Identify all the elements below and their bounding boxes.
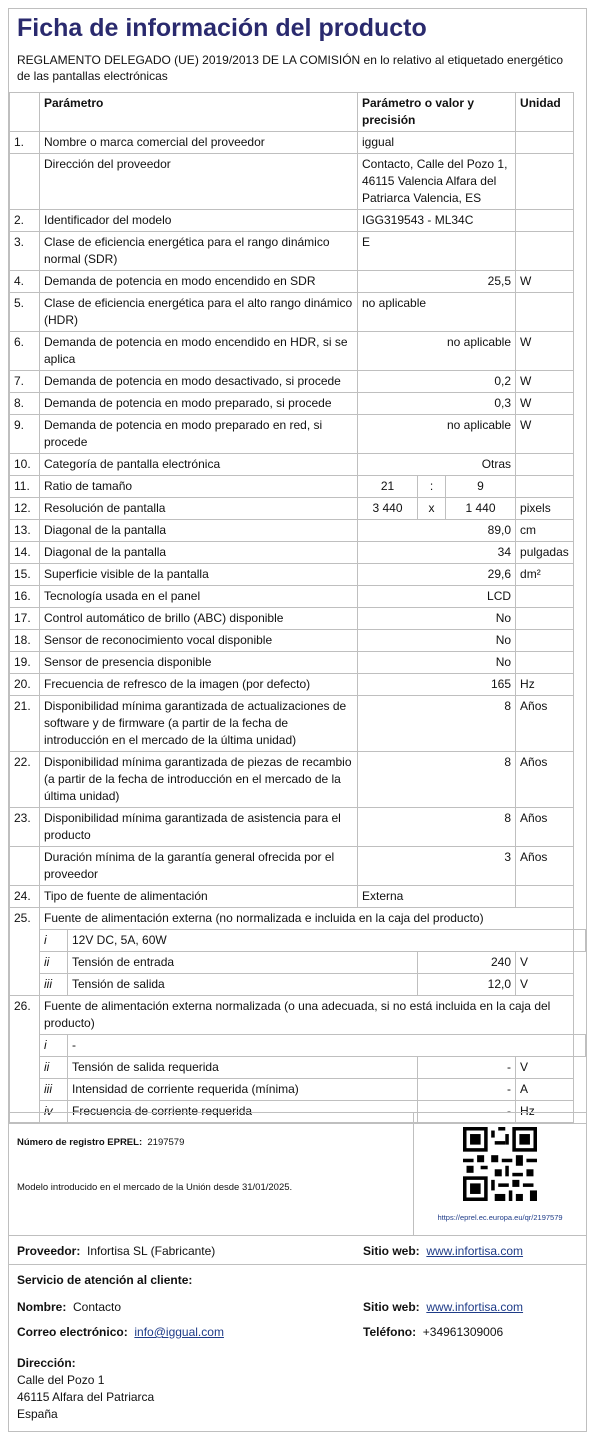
value-separator: x xyxy=(418,498,446,520)
row-value: No xyxy=(358,630,516,652)
row-number: 19. xyxy=(10,652,40,674)
table-row xyxy=(10,608,586,630)
row-unit xyxy=(516,232,574,271)
row-unit: pulgadas xyxy=(516,542,574,564)
sub-index: ii xyxy=(40,1057,68,1079)
row-unit xyxy=(516,154,574,210)
eprel-reg-label: Número de registro EPREL: xyxy=(17,1137,143,1148)
header-value: Parámetro o valor y precisión xyxy=(358,93,516,132)
row-value: Otras xyxy=(358,454,516,476)
row-parameter: Demanda de potencia en modo encendido en SDR xyxy=(40,271,358,293)
row-value: 0,2 xyxy=(358,371,516,393)
table-row xyxy=(10,415,586,454)
row-number: 22. xyxy=(10,752,40,808)
contact-box: Número de registro EPREL: 2197579 Modelo introducido en el mercado de la Unión desde 31/01/2025. https://eprel.ec.europa.eu/qr/2197579 Proveedor: Infortisa SL (Fabricante) Sitio web: www.infortisa.com Servicio de atención al cliente: Nombre: Contacto Sitio web: www.infortisa.com Correo electrónico: info@iggual.com Teléfono: +34961309006 Dirección: Calle del Pozo 1 46115 Alfara del Patriarca España xyxy=(8,1112,587,1432)
row-value: no aplicable xyxy=(358,293,516,332)
service-address: Dirección: Calle del Pozo 1 46115 Alfara del Patriarca España xyxy=(17,1356,155,1421)
row-parameter: Sensor de reconocimiento vocal disponible xyxy=(40,630,358,652)
row-parameter: Disponibilidad mínima garantizada de actualizaciones de software y de firmware (a partir de la fecha de introducción en el mercado de la última unidad) xyxy=(40,696,358,752)
service-name: Contacto xyxy=(73,1300,122,1314)
row-parameter: Ratio de tamaño xyxy=(40,476,358,498)
row-number: 17. xyxy=(10,608,40,630)
row-number: 16. xyxy=(10,586,40,608)
row-parameter: Diagonal de la pantalla xyxy=(40,542,358,564)
table-subrow xyxy=(10,1057,586,1079)
row-parameter: Duración mínima de la garantía general ofrecida por el proveedor xyxy=(40,847,358,886)
table-subrow xyxy=(10,952,586,974)
row-unit: W xyxy=(516,415,574,454)
table-row xyxy=(10,996,586,1035)
service-heading: Servicio de atención al cliente: xyxy=(17,1273,193,1287)
row-number: 3. xyxy=(10,232,40,271)
table-row xyxy=(10,371,586,393)
table-header xyxy=(10,93,586,132)
table-row xyxy=(10,847,586,886)
row-value: Externa xyxy=(358,886,516,908)
row-parameter: Demanda de potencia en modo preparado en red, si procede xyxy=(40,415,358,454)
row-unit: dm² xyxy=(516,564,574,586)
row-value: 8 xyxy=(358,696,516,752)
row-parameter: Clase de eficiencia energética para el alto rango dinámico (HDR) xyxy=(40,293,358,332)
service-phone: +34961309006 xyxy=(422,1325,504,1339)
row-unit xyxy=(516,652,574,674)
row-number: 14. xyxy=(10,542,40,564)
table-row xyxy=(10,232,586,271)
table-row xyxy=(10,696,586,752)
table-row xyxy=(10,454,586,476)
row-unit: W xyxy=(516,332,574,371)
row-value: 165 xyxy=(358,674,516,696)
sub-parameter: 12V DC, 5A, 60W xyxy=(68,930,574,952)
table-row xyxy=(10,393,586,415)
supplier-website-link[interactable]: www.infortisa.com xyxy=(426,1244,524,1258)
supplier-name: Infortisa SL (Fabricante) xyxy=(87,1244,216,1258)
row-unit xyxy=(516,210,574,232)
sub-index: i xyxy=(40,1035,68,1057)
row-parameter: Control automático de brillo (ABC) disponible xyxy=(40,608,358,630)
sub-value: - xyxy=(418,1079,516,1101)
row-parameter: Clase de eficiencia energética para el rango dinámico normal (SDR) xyxy=(40,232,358,271)
sub-parameter: Tensión de entrada xyxy=(68,952,418,974)
eprel-reg-value: 2197579 xyxy=(147,1137,185,1148)
row-value: 8 xyxy=(358,752,516,808)
row-value: No xyxy=(358,652,516,674)
sub-index: iii xyxy=(40,1079,68,1101)
sub-value: - xyxy=(418,1101,516,1123)
row-number: 6. xyxy=(10,332,40,371)
header-unit: Unidad xyxy=(516,93,574,132)
row-parameter: Disponibilidad mínima garantizada de piezas de recambio (a partir de la fecha de introducción en el mercado de la última unidad) xyxy=(40,752,358,808)
row-parameter: Demanda de potencia en modo desactivado, si procede xyxy=(40,371,358,393)
row-number: 9. xyxy=(10,415,40,454)
row-unit xyxy=(516,293,574,332)
row-value: 8 xyxy=(358,808,516,847)
row-number: 26. xyxy=(10,996,40,1123)
row-value: 3 xyxy=(358,847,516,886)
value-a: 21 xyxy=(358,476,418,498)
sub-value: 240 xyxy=(418,952,516,974)
table-subrow xyxy=(10,974,586,996)
table-row xyxy=(10,542,586,564)
page-title: Ficha de información del producto xyxy=(17,14,427,42)
table-row xyxy=(10,586,586,608)
row-parameter: Disponibilidad mínima garantizada de asistencia para el producto xyxy=(40,808,358,847)
row-value: Contacto, Calle del Pozo 1, 46115 Valencia Alfara del Patriarca Valencia, ES xyxy=(358,154,516,210)
row-unit xyxy=(516,476,574,498)
row-parameter: Demanda de potencia en modo preparado, si procede xyxy=(40,393,358,415)
table-row xyxy=(10,476,586,498)
row-value: no aplicable xyxy=(358,332,516,371)
row-number: 24. xyxy=(10,886,40,908)
table-subrow xyxy=(10,1079,586,1101)
row-parameter: Tipo de fuente de alimentación xyxy=(40,886,358,908)
row-parameter: Superficie visible de la pantalla xyxy=(40,564,358,586)
row-number: 18. xyxy=(10,630,40,652)
table-row xyxy=(10,564,586,586)
table-row xyxy=(10,271,586,293)
row-value: 34 xyxy=(358,542,516,564)
row-parameter: Fuente de alimentación externa normalizada (o una adecuada, si no está incluida en la caja del producto) xyxy=(40,996,574,1035)
row-parameter: Nombre o marca comercial del proveedor xyxy=(40,132,358,154)
table-row xyxy=(10,630,586,652)
parameters-table xyxy=(9,92,586,1123)
row-parameter: Diagonal de la pantalla xyxy=(40,520,358,542)
row-value: 0,3 xyxy=(358,393,516,415)
row-unit: Hz xyxy=(516,674,574,696)
row-parameter: Fuente de alimentación externa (no normalizada e incluida en la caja del producto) xyxy=(40,908,574,930)
row-value: LCD xyxy=(358,586,516,608)
sub-unit xyxy=(574,1035,586,1057)
eprel-url[interactable]: https://eprel.ec.europa.eu/qr/2197579 xyxy=(437,1212,563,1222)
regulation-text: REGLAMENTO DELEGADO (UE) 2019/2013 DE LA COMISIÓN en lo relativo al etiquetado energético de las pantallas electrónicas xyxy=(17,53,564,83)
row-number: 4. xyxy=(10,271,40,293)
table-row xyxy=(10,886,586,908)
row-unit: Años xyxy=(516,847,574,886)
sub-parameter: Tensión de salida xyxy=(68,974,418,996)
table-row xyxy=(10,154,586,210)
table-row xyxy=(10,752,586,808)
row-unit xyxy=(516,132,574,154)
table-row xyxy=(10,674,586,696)
row-parameter: Demanda de potencia en modo encendido en HDR, si se aplica xyxy=(40,332,358,371)
sub-unit: V xyxy=(516,1057,574,1079)
sub-unit: V xyxy=(516,952,574,974)
table-row xyxy=(10,498,586,520)
value-b: 1 440 xyxy=(446,498,516,520)
row-number: 20. xyxy=(10,674,40,696)
row-parameter: Sensor de presencia disponible xyxy=(40,652,358,674)
row-number: 7. xyxy=(10,371,40,393)
row-unit xyxy=(516,630,574,652)
sub-unit xyxy=(574,930,586,952)
table-subrow xyxy=(10,1035,586,1057)
sub-value: 12,0 xyxy=(418,974,516,996)
row-value: No xyxy=(358,608,516,630)
product-info-sheet xyxy=(8,8,587,1124)
row-parameter: Dirección del proveedor xyxy=(40,154,358,210)
row-value: 89,0 xyxy=(358,520,516,542)
row-unit: Años xyxy=(516,752,574,808)
row-value: iggual xyxy=(358,132,516,154)
value-b: 9 xyxy=(446,476,516,498)
row-number xyxy=(10,847,40,886)
sub-parameter: Intensidad de corriente requerida (mínima) xyxy=(68,1079,418,1101)
sub-index: iv xyxy=(40,1101,68,1123)
row-value: E xyxy=(358,232,516,271)
sub-unit: A xyxy=(516,1079,574,1101)
supplier-row: Proveedor: Infortisa SL (Fabricante) Sitio web: www.infortisa.com xyxy=(9,1236,586,1265)
row-number: 13. xyxy=(10,520,40,542)
service-website-link[interactable]: www.infortisa.com xyxy=(426,1300,524,1314)
table-row xyxy=(10,808,586,847)
value-separator: : xyxy=(418,476,446,498)
row-parameter: Identificador del modelo xyxy=(40,210,358,232)
row-parameter: Frecuencia de refresco de la imagen (por defecto) xyxy=(40,674,358,696)
sub-unit: V xyxy=(516,974,574,996)
row-number xyxy=(10,154,40,210)
sub-index: ii xyxy=(40,952,68,974)
row-number: 25. xyxy=(10,908,40,996)
row-number: 10. xyxy=(10,454,40,476)
row-number: 11. xyxy=(10,476,40,498)
sub-parameter: Tensión de salida requerida xyxy=(68,1057,418,1079)
row-unit: W xyxy=(516,393,574,415)
sub-unit: Hz xyxy=(516,1101,574,1123)
qr-code-icon[interactable] xyxy=(463,1127,537,1201)
sub-value: - xyxy=(418,1057,516,1079)
row-unit: Años xyxy=(516,696,574,752)
service-email-link[interactable]: info@iggual.com xyxy=(134,1325,224,1339)
row-unit xyxy=(516,608,574,630)
table-row xyxy=(10,520,586,542)
row-unit xyxy=(516,586,574,608)
sub-parameter: Frecuencia de corriente requerida xyxy=(68,1101,418,1123)
row-number: 8. xyxy=(10,393,40,415)
table-row xyxy=(10,293,586,332)
row-parameter: Tecnología usada en el panel xyxy=(40,586,358,608)
row-unit xyxy=(516,886,574,908)
row-unit: pixels xyxy=(516,498,574,520)
sub-index: i xyxy=(40,930,68,952)
table-row xyxy=(10,132,586,154)
table-row xyxy=(10,332,586,371)
row-number: 21. xyxy=(10,696,40,752)
eprel-section xyxy=(9,1113,586,1236)
row-value: IGG319543 - ML34C xyxy=(358,210,516,232)
row-number: 15. xyxy=(10,564,40,586)
row-value: 25,5 xyxy=(358,271,516,293)
row-number: 23. xyxy=(10,808,40,847)
header-param: Parámetro xyxy=(40,93,358,132)
row-number: 12. xyxy=(10,498,40,520)
row-number: 5. xyxy=(10,293,40,332)
sub-parameter: - xyxy=(68,1035,574,1057)
row-unit xyxy=(516,454,574,476)
table-row xyxy=(10,210,586,232)
table-subrow xyxy=(10,930,586,952)
table-row xyxy=(10,908,586,930)
row-parameter: Categoría de pantalla electrónica xyxy=(40,454,358,476)
row-unit: cm xyxy=(516,520,574,542)
row-number: 2. xyxy=(10,210,40,232)
row-value: 29,6 xyxy=(358,564,516,586)
row-unit: Años xyxy=(516,808,574,847)
row-number: 1. xyxy=(10,132,40,154)
value-a: 3 440 xyxy=(358,498,418,520)
row-unit: W xyxy=(516,271,574,293)
row-parameter: Resolución de pantalla xyxy=(40,498,358,520)
row-unit: W xyxy=(516,371,574,393)
eprel-intro: Modelo introducido en el mercado de la Unión desde 31/01/2025. xyxy=(17,1182,293,1193)
sub-index: iii xyxy=(40,974,68,996)
row-value: no aplicable xyxy=(358,415,516,454)
table-row xyxy=(10,652,586,674)
